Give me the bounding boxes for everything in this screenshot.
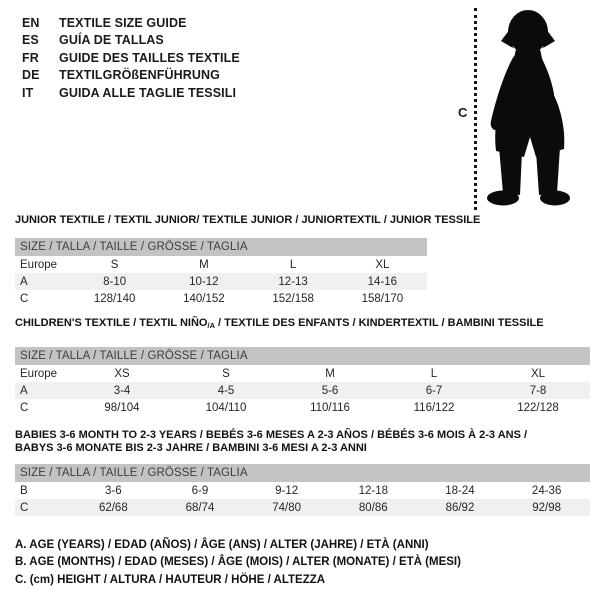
size-cell: 12-18 bbox=[358, 484, 388, 497]
size-cell: 3-6 bbox=[105, 484, 122, 497]
language-label: GUIDA ALLE TAGLIE TESSILI bbox=[59, 85, 237, 100]
size-cell: 98/104 bbox=[104, 401, 140, 414]
size-cell: 122/128 bbox=[517, 401, 559, 414]
junior-size-table bbox=[15, 238, 427, 307]
junior-table-title: JUNIOR TEXTILE / TEXTIL JUNIOR/ TEXTILE JUNIOR / JUNIORTEXTIL / JUNIOR TESSILE bbox=[15, 214, 481, 226]
children-title-suffix: / TEXTILE DES ENFANTS / KINDERTEXTIL / BAMBINI TESSILE bbox=[214, 317, 544, 329]
size-cell: 4-5 bbox=[174, 382, 278, 399]
size-cell: XL bbox=[530, 367, 546, 380]
size-header-bar: SIZE / TALLA / TAILLE / GRÖSSE / TAGLIA bbox=[15, 464, 590, 482]
size-header-bar: SIZE / TALLA / TAILLE / GRÖSSE / TAGLIA bbox=[15, 347, 590, 365]
height-measure-line bbox=[474, 8, 477, 210]
language-row bbox=[22, 67, 240, 84]
size-cell: L bbox=[289, 258, 297, 271]
size-cell: 9-12 bbox=[275, 484, 299, 497]
language-list bbox=[22, 15, 240, 102]
row-label: Europe bbox=[20, 367, 58, 380]
size-cell: 80/86 bbox=[330, 499, 417, 516]
language-code: ES bbox=[22, 33, 39, 48]
size-cell: 8-10 bbox=[70, 273, 159, 290]
size-cell: M bbox=[199, 258, 209, 271]
children-size-table bbox=[15, 347, 590, 416]
row-label: Europe bbox=[20, 258, 58, 271]
size-cell: 14-16 bbox=[338, 273, 427, 290]
language-label: TEXTILGRÖßENFÜHRUNG bbox=[59, 68, 220, 83]
language-label: GUIDE DES TAILLES TEXTILE bbox=[59, 50, 240, 65]
language-row bbox=[22, 50, 240, 67]
table-row bbox=[15, 382, 590, 399]
language-row bbox=[22, 32, 240, 49]
size-cell: 152/158 bbox=[272, 292, 314, 305]
babies-table-title bbox=[15, 429, 590, 455]
row-label: C bbox=[20, 401, 29, 414]
table-row bbox=[15, 482, 590, 499]
language-code: IT bbox=[22, 85, 34, 100]
size-cell: 62/68 bbox=[70, 499, 157, 516]
size-cell: 68/74 bbox=[157, 499, 244, 516]
row-label: A bbox=[15, 273, 70, 290]
table-row bbox=[15, 365, 590, 382]
table-row bbox=[15, 290, 427, 307]
size-cell: 128/140 bbox=[93, 292, 136, 305]
size-cell: 86/92 bbox=[417, 499, 504, 516]
height-measure-label: C bbox=[458, 105, 468, 120]
size-cell: S bbox=[222, 367, 230, 380]
baby-figure bbox=[450, 5, 598, 215]
footnote-b: B. AGE (MONTHS) / EDAD (MESES) / ÂGE (MOIS) / ALTER (MONATE) / ETÀ (MESI) bbox=[15, 556, 461, 569]
table-row bbox=[15, 399, 590, 416]
babies-title-line1: BABIES 3-6 MONTH TO 2-3 YEARS / BEBÉS 3-6 MESES A 2-3 AÑOS / BÉBÉS 3-6 MOIS À 2-3 ANS / bbox=[15, 429, 528, 441]
size-cell: 5-6 bbox=[278, 382, 382, 399]
footnote-c: C. (cm) HEIGHT / ALTURA / HAUTEUR / HÖHE / ALTEZZA bbox=[15, 573, 326, 586]
babies-size-table bbox=[15, 464, 590, 516]
size-cell: 104/110 bbox=[205, 401, 247, 414]
size-cell: L bbox=[430, 367, 438, 380]
table-row bbox=[15, 256, 427, 273]
size-cell: 24-36 bbox=[531, 484, 562, 497]
row-label: C bbox=[20, 292, 29, 305]
babies-title-line2: BABYS 3-6 MONATE BIS 2-3 JAHRE / BAMBINI 3-6 MESI A 2-3 ANNI bbox=[15, 442, 367, 454]
size-header-row bbox=[15, 347, 590, 365]
language-code: FR bbox=[22, 50, 39, 65]
size-cell: 116/122 bbox=[413, 401, 455, 414]
size-cell: 18-24 bbox=[445, 484, 475, 497]
children-title-prefix: CHILDREN'S TEXTILE / TEXTIL NIÑO bbox=[15, 317, 208, 329]
row-label: C bbox=[15, 499, 70, 516]
size-header-row bbox=[15, 238, 427, 256]
table-row bbox=[15, 273, 427, 290]
size-cell: 110/116 bbox=[310, 401, 350, 414]
size-cell: 10-12 bbox=[159, 273, 248, 290]
size-cell: XS bbox=[114, 367, 130, 380]
size-cell: 74/80 bbox=[243, 499, 330, 516]
footnotes bbox=[15, 537, 590, 589]
tables-section bbox=[15, 214, 590, 589]
baby-silhouette-icon bbox=[484, 9, 574, 207]
row-label: A bbox=[15, 382, 70, 399]
size-cell: 92/98 bbox=[503, 499, 590, 516]
size-cell: M bbox=[325, 367, 335, 380]
language-row bbox=[22, 85, 240, 102]
language-label: GUÍA DE TALLAS bbox=[59, 33, 164, 48]
language-code: DE bbox=[22, 68, 40, 83]
language-code: EN bbox=[22, 16, 40, 30]
size-cell: 3-4 bbox=[70, 382, 174, 399]
footnote-a: A. AGE (YEARS) / EDAD (AÑOS) / ÂGE (ANS) / ALTER (JAHRE) / ETÀ (ANNI) bbox=[15, 539, 429, 551]
size-cell: 6-9 bbox=[191, 484, 209, 497]
row-label: B bbox=[20, 484, 28, 497]
table-row bbox=[15, 499, 590, 516]
size-cell: 6-7 bbox=[382, 382, 486, 399]
language-row bbox=[22, 15, 240, 32]
size-cell: S bbox=[110, 258, 119, 271]
children-title-subscript: /A bbox=[207, 321, 215, 330]
size-cell: 12-13 bbox=[249, 273, 338, 290]
children-table-title bbox=[15, 317, 590, 332]
size-cell: XL bbox=[375, 258, 390, 271]
language-label: TEXTILE SIZE GUIDE bbox=[59, 16, 187, 30]
size-cell: 158/170 bbox=[361, 292, 404, 305]
size-cell: 140/152 bbox=[183, 292, 225, 305]
size-header-row bbox=[15, 464, 590, 482]
size-header-bar: SIZE / TALLA / TAILLE / GRÖSSE / TAGLIA bbox=[15, 238, 427, 256]
size-cell: 7-8 bbox=[486, 382, 590, 399]
